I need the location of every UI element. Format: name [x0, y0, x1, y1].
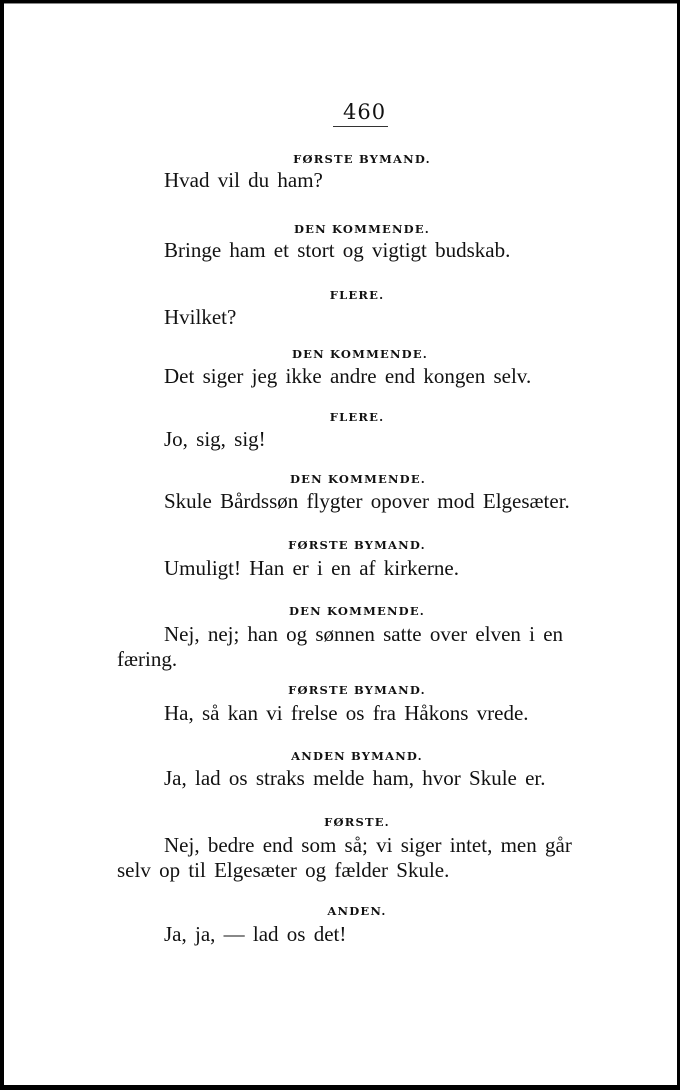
speaker-label: ANDEN BYMAND.	[291, 749, 423, 763]
dialogue-line: Ja, lad os straks melde ham, hvor Skule er.	[164, 766, 546, 790]
speaker-label: FØRSTE BYMAND.	[288, 538, 426, 552]
speaker-label: DEN KOMMENDE.	[291, 347, 429, 361]
dialogue-line: Bringe ham et stort og vigtigt budskab.	[164, 238, 511, 262]
dialogue-line: Hvilket?	[164, 305, 237, 329]
speaker-label: DEN KOMMENDE.	[293, 222, 431, 236]
dialogue-line: selv op til Elgesæter og fælder Skule.	[117, 858, 450, 882]
dialogue-line: Det siger jeg ikke andre end kongen selv.	[164, 364, 532, 388]
speaker-label: DEN KOMMENDE.	[289, 472, 427, 486]
page-number: 460	[343, 100, 387, 124]
speaker-label: FØRSTE BYMAND.	[288, 683, 426, 697]
dialogue-line: færing.	[117, 647, 178, 671]
speaker-label: FLERE.	[329, 288, 385, 302]
dialogue-line: Umuligt! Han er i en af kirkerne.	[164, 556, 459, 580]
dialogue-line: Nej, nej; han og sønnen satte over elven i en	[164, 622, 564, 646]
dialogue-line: Nej, bedre end som så; vi siger intet, men går	[164, 833, 572, 857]
dialogue-line: Ha, så kan vi frelse os fra Håkons vrede.	[164, 701, 529, 725]
dialogue-line: Hvad vil du ham?	[164, 168, 323, 192]
speaker-label: DEN KOMMENDE.	[288, 604, 426, 618]
scan-edge-top	[0, 0, 680, 6]
page-number-rule	[333, 126, 388, 127]
speaker-label: FLERE.	[329, 410, 385, 424]
dialogue-line: Skule Bårdssøn flygter opover mod Elgesæter.	[164, 489, 570, 513]
speaker-label: FØRSTE.	[324, 815, 390, 829]
scan-edge-left	[0, 0, 4, 1090]
scan-edge-bottom	[0, 1085, 680, 1090]
speaker-label: FØRSTE BYMAND.	[293, 152, 431, 166]
speaker-label: ANDEN.	[327, 904, 387, 918]
dialogue-line: Ja, ja, — lad os det!	[164, 922, 347, 946]
dialogue-line: Jo, sig, sig!	[164, 427, 266, 451]
